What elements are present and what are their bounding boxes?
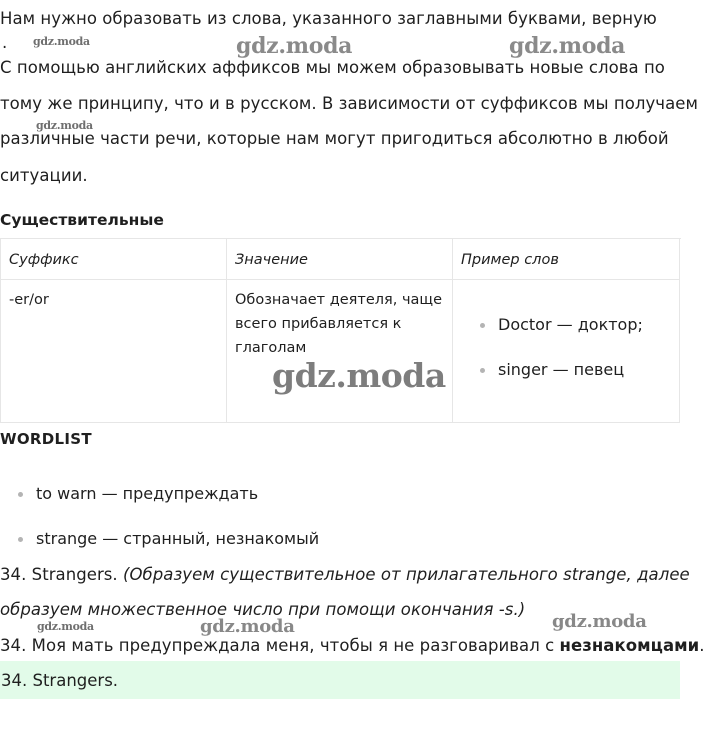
- table-header-examples: Пример слов: [453, 239, 680, 280]
- explanation-lead: 34. Strangers.: [0, 565, 118, 584]
- explanation-line-1: [0, 565, 690, 585]
- watermark-logo: gdz.moda: [236, 33, 353, 59]
- bullet-dot-icon: [480, 323, 485, 328]
- watermark-logo: gdz.moda: [36, 119, 93, 132]
- intro-line-1: Нам нужно образовать из слова, указанного заглавными буквами, верную: [0, 9, 657, 28]
- watermark-logo: gdz.moda: [509, 33, 626, 59]
- bullet-dot-icon: [18, 492, 23, 497]
- answer-text: 34. Strangers.: [1, 671, 119, 690]
- table-cell-suffix: [1, 280, 227, 423]
- example-sentence: [0, 636, 705, 656]
- watermark-logo: gdz.moda: [272, 356, 446, 395]
- sentence-end: .: [699, 636, 705, 655]
- table-header-meaning: Значение: [227, 239, 453, 280]
- example-item-1: Doctor — доктор;: [498, 315, 643, 334]
- example-item-2: singer — певец: [498, 360, 625, 379]
- intro-line-5: ситуации.: [0, 166, 88, 185]
- suffix-table: [0, 238, 681, 423]
- bullet-dot-icon: [480, 368, 485, 373]
- wordlist-item-1: to warn — предупреждать: [36, 484, 259, 503]
- wordlist-title: WORDLIST: [0, 430, 92, 448]
- explanation-note-1: (Образуем существительное от прилагательного strange, далее: [123, 565, 690, 584]
- suffix-value: -er/or: [9, 292, 49, 308]
- table-header-suffix: Суффикс: [1, 239, 227, 280]
- watermark-logo: gdz.moda: [200, 616, 295, 637]
- watermark-logo: gdz.moda: [33, 35, 90, 48]
- wordlist-item-2: strange — странный, незнакомый: [36, 529, 320, 548]
- table-cell-meaning: [227, 280, 453, 423]
- intro-line-1-tail: .: [2, 33, 8, 52]
- meaning-line-1: Обозначает деятеля, чаще: [235, 292, 443, 308]
- sentence-bold-word: незнакомцами: [559, 636, 700, 655]
- meaning-line-3: глаголам: [235, 340, 307, 356]
- intro-line-2: С помощью английских аффиксов мы можем образовывать новые слова по: [0, 58, 665, 77]
- intro-line-4: различные части речи, которые нам могут пригодиться абсолютно в любой: [0, 129, 669, 148]
- sentence-text: 34. Моя мать предупреждала меня, чтобы я не разговаривал с: [0, 636, 560, 655]
- section-heading: Существительные: [0, 211, 164, 229]
- explanation-note-2: образуем множественное число при помощи окончания -s.): [0, 600, 526, 619]
- bullet-dot-icon: [18, 537, 23, 542]
- watermark-logo: gdz.moda: [37, 620, 94, 633]
- watermark-logo: gdz.moda: [552, 611, 647, 632]
- meaning-line-2: всего прибавляется к: [235, 316, 402, 332]
- intro-line-3: тому же принципу, что и в русском. В зависимости от суффиксов мы получаем: [0, 94, 698, 113]
- table-cell-examples: [453, 280, 680, 423]
